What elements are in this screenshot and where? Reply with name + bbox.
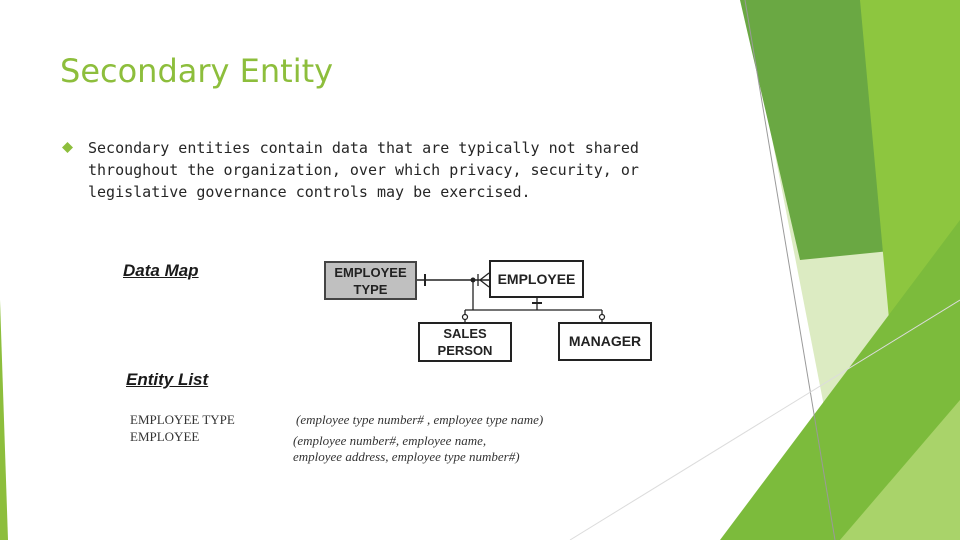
crowfoot-top [480,273,489,280]
deco-shape-left [0,300,8,540]
slide-title: Secondary Entity [60,52,334,90]
bullet-text: Secondary entities contain data that are typically not shared throughout the organization, over which privacy, security, or legislative governance controls may be exercised. [88,139,639,201]
entity-list-definition: (employee number#, employee name, [293,433,487,448]
entity-box-employee-type: EMPLOYEE TYPE [324,261,417,300]
sales-optional-marker [463,315,468,320]
entity-box-employee: EMPLOYEE [489,260,584,298]
data-map-label: Data Map [123,261,199,280]
diamond-bullet-icon [62,142,73,153]
entity-list-definition: employee address, employee type number#) [293,449,520,464]
er-figure [110,250,670,480]
entity-list-name: EMPLOYEE TYPE [130,412,235,427]
entity-list-definition: (employee type number# , employee type name) [296,412,544,427]
manager-optional-marker [600,315,605,320]
crowfoot-bottom [480,280,489,287]
entity-box-manager: MANAGER [558,322,652,361]
entity-box-sales-person: SALES PERSON [418,322,512,362]
entity-list-name: EMPLOYEE [130,429,200,444]
entity-list-label: Entity List [126,370,209,389]
